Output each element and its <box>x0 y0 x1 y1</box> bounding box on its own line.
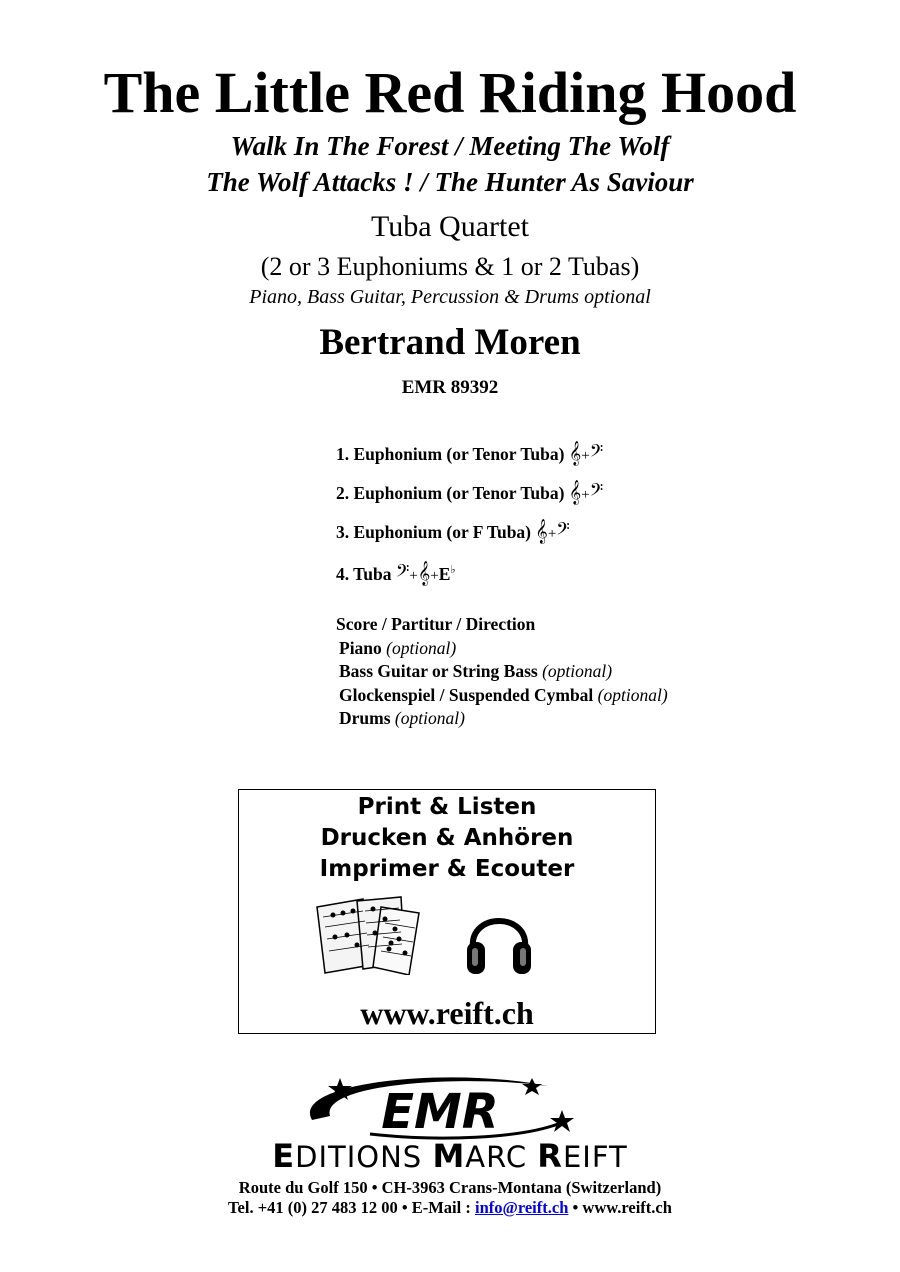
sheet-music-icon <box>313 895 423 975</box>
page-title: The Little Red Riding Hood <box>103 60 797 125</box>
publisher-address: Route du Golf 150 • CH-3963 Crans-Montana (Switzerland) <box>238 1178 662 1197</box>
bass-clef-icon: 𝄢 <box>589 480 604 504</box>
extra-item: Glockenspiel / Suspended Cymbal (optional) <box>339 684 668 705</box>
ensemble: Tuba Quartet <box>370 210 530 243</box>
promo-line-de: Drucken & Anhören <box>320 825 574 851</box>
part-item: 1. Euphonium (or Tenor Tuba) 𝄞+𝄢 <box>336 441 604 465</box>
part-item: 3. Euphonium (or F Tuba) 𝄞+𝄢 <box>336 519 570 543</box>
treble-clef-icon: 𝄞 <box>417 560 431 585</box>
bass-clef-icon: 𝄢 <box>556 519 570 543</box>
optional-instruments: Piano, Bass Guitar, Percussion & Drums optional <box>249 286 651 308</box>
part-item: 2. Euphonium (or Tenor Tuba) 𝄞+𝄢 <box>336 480 604 504</box>
promo-line-fr: Imprimer & Ecouter <box>319 856 575 882</box>
part-label: 4. Tuba <box>336 563 392 584</box>
email-link[interactable]: info@reift.ch <box>474 1198 569 1217</box>
emr-logo <box>300 1072 600 1144</box>
composer: Bertrand Moren <box>319 322 581 363</box>
part-label: 2. Euphonium (or Tenor Tuba) <box>336 483 565 503</box>
ensemble-detail: (2 or 3 Euphoniums & 1 or 2 Tubas) <box>260 252 640 281</box>
publisher-name: EDITIONS MARC REIFT <box>272 1137 628 1175</box>
subtitle-1: Walk In The Forest / Meeting The Wolf <box>230 131 670 161</box>
catalog-number: EMR 89392 <box>401 377 499 398</box>
subtitle-2: The Wolf Attacks ! / The Hunter As Saviour <box>206 167 694 197</box>
score-line: Score / Partitur / Direction <box>336 614 536 634</box>
headphones-icon <box>465 898 533 978</box>
print-listen-box <box>238 789 656 1034</box>
bass-clef-icon: 𝄢 <box>589 441 604 465</box>
eflat-label: E♭ <box>438 563 456 584</box>
bass-clef-icon: 𝄢 <box>395 560 410 585</box>
extra-item: Piano (optional) <box>339 637 457 658</box>
publisher-contact: Tel. +41 (0) 27 483 12 00 • E-Mail : info@reift.ch • www.reift.ch <box>228 1198 672 1217</box>
promo-line-en: Print & Listen <box>357 794 537 820</box>
extra-item: Bass Guitar or String Bass (optional) <box>339 661 613 681</box>
extra-item: Drums (optional) <box>339 708 465 728</box>
promo-url: www.reift.ch <box>360 995 534 1031</box>
part-label: 3. Euphonium (or F Tuba) <box>336 522 532 542</box>
treble-clef-icon: 𝄞 <box>568 441 582 465</box>
part-label: 1. Euphonium (or Tenor Tuba) <box>336 444 565 464</box>
extras-list <box>336 612 668 730</box>
svg-text:EMR: EMR <box>381 1084 499 1140</box>
treble-clef-icon: 𝄞 <box>535 519 548 543</box>
treble-clef-icon: 𝄞 <box>568 480 582 504</box>
part-item: 4. Tuba 𝄢+𝄞+E♭ <box>336 560 456 585</box>
